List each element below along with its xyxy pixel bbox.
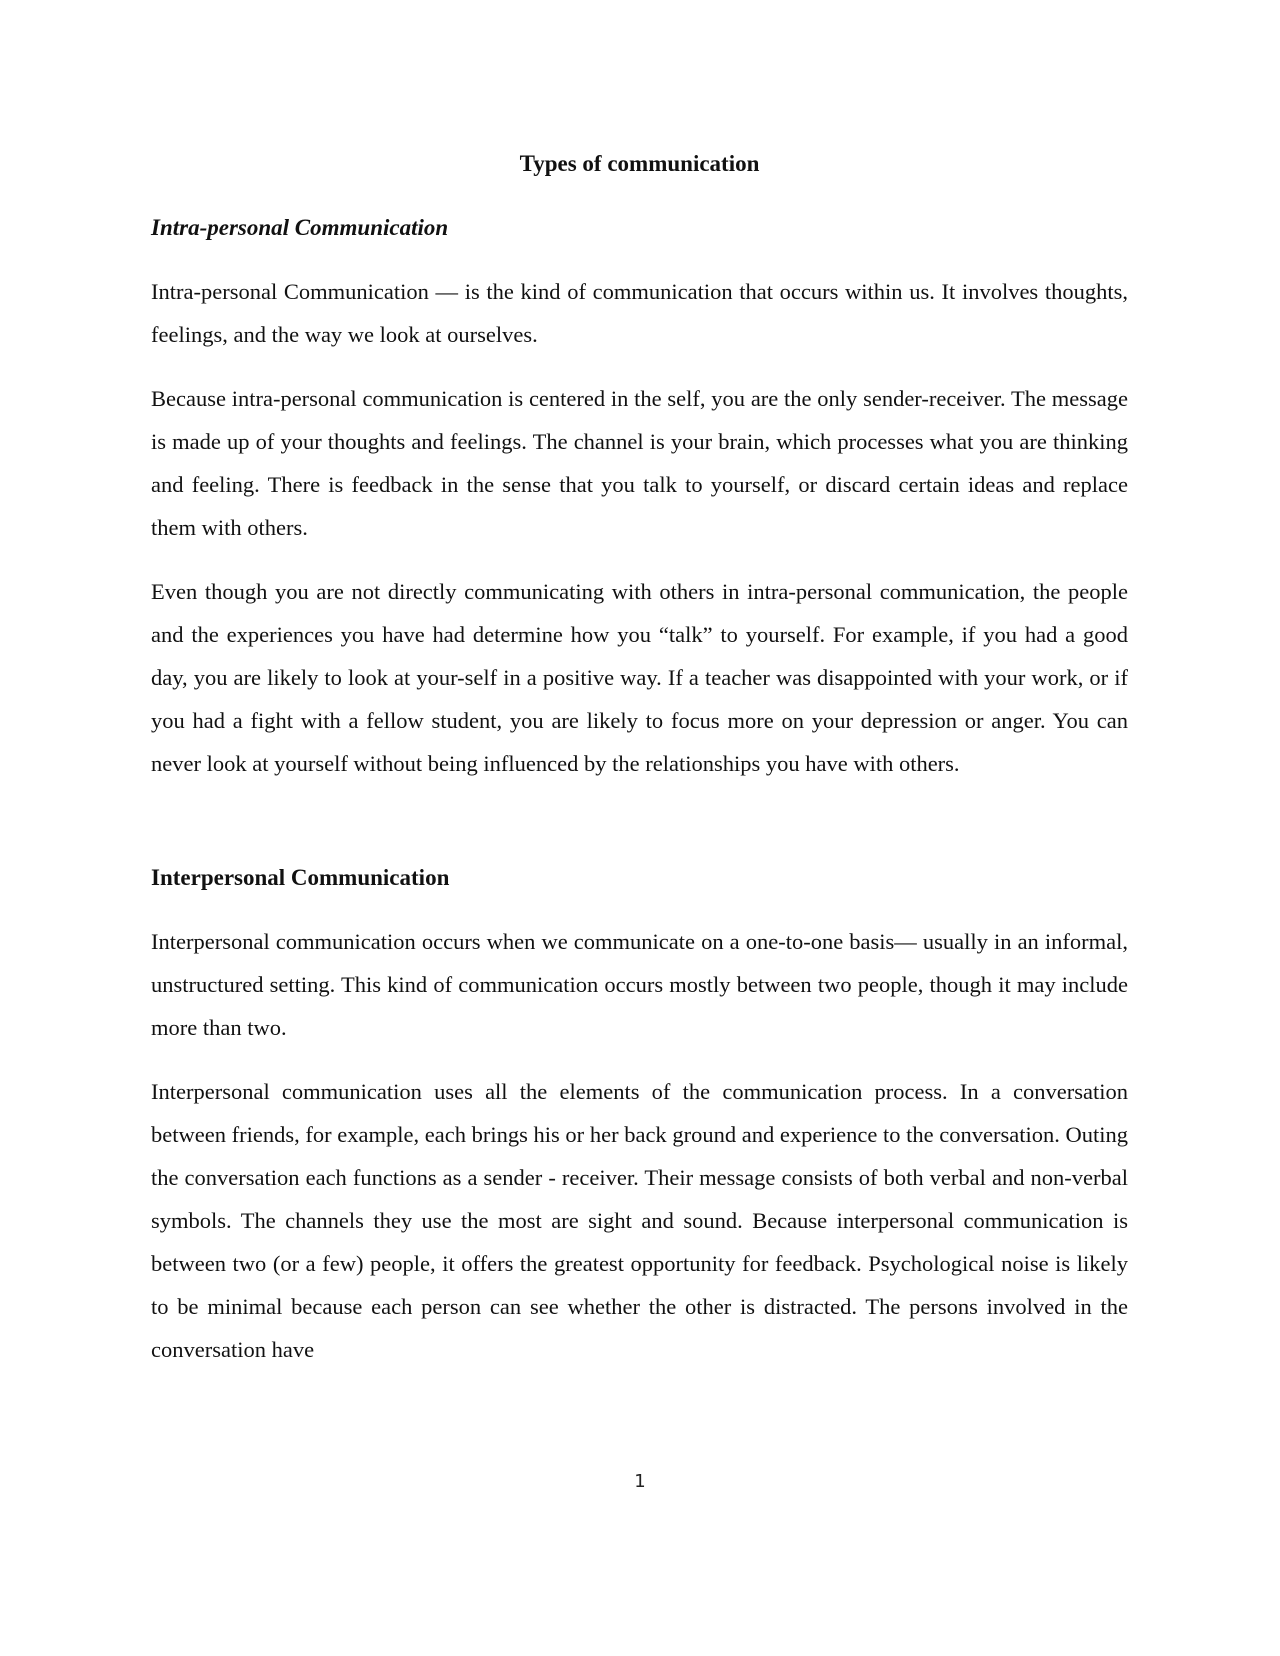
paragraph: Even though you are not directly communicating with others in intra-personal communication, the people and the experiences you have had determine how you “talk” to yourself. For example, if you had a good day, you are likely to look at your-self in a positive way. If a teacher was disappointed with your work, or if you had a fight with a fellow student, you are likely to focus more on your depression or anger. You can never look at yourself without being influenced by the relationships you have with others. (151, 579, 1128, 776)
paragraph: Intra-personal Communication — is the kind of communication that occurs within us. It involves thoughts, feelings, and the way we look at ourselves. (151, 279, 1128, 347)
paragraph: Because intra-personal communication is centered in the self, you are the only sender-receiver. The message is made up of your thoughts and feelings. The channel is your brain, which processes what you are thinking and feeling. There is feedback in the sense that you talk to yourself, or discard certain ideas and replace them with others. (151, 386, 1128, 540)
section-heading-intrapersonal: Intra-personal Communication (151, 215, 449, 240)
document-title: Types of communication (519, 151, 760, 176)
paragraph: Interpersonal communication uses all the elements of the communication process. In a conversation between friends, for example, each brings his or her back ground and experience to the conversation. Outing the conversation each functions as a sender - receiver. Their message consists of both verbal and non-verbal symbols. The channels they use the most are sight and sound. Because interpersonal communication is between two (or a few) people, it offers the greatest opportunity for feedback. Psychological noise is likely to be minimal because each person can see whether the other is distracted. The persons involved in the conversation have (151, 1079, 1128, 1362)
page-number: 1 (634, 1471, 646, 1492)
paragraph: Interpersonal communication occurs when we communicate on a one-to-one basis— usually in an informal, unstructured setting. This kind of communication occurs mostly between two people, though it may include more than two. (151, 929, 1128, 1040)
page-content (151, 142, 1128, 1371)
section-heading-interpersonal: Interpersonal Communication (151, 865, 450, 890)
